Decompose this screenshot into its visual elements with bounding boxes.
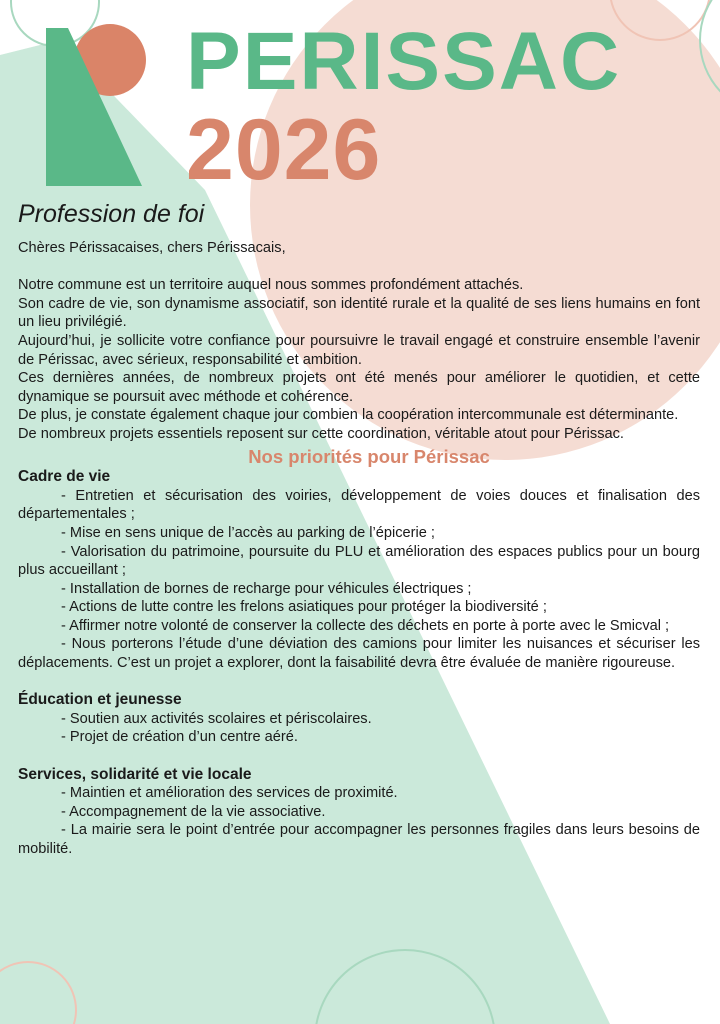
intro-paragraph: Ces dernières années, de nombreux projets ont été menés pour améliorer le quotidien, et cette dynamique se poursuit avec méthode et cohérence. [18, 370, 700, 405]
list-item: - Actions de lutte contre les frelons asiatiques pour protéger la biodiversité ; [61, 599, 547, 616]
list-item: - Nous porterons l’étude d’une déviation des camions pour limiter les nuisances et sécuriser les déplacements. C’est un projet a explorer, dont la faisabilité devra être évaluée de manière rigoureuse. [18, 636, 700, 672]
list-item: - Soutien aux activités scolaires et périscolaires. [61, 710, 372, 727]
list-item: - Mise en sens unique de l’accès au parking de l’épicerie ; [61, 524, 435, 541]
intro-paragraph: De plus, je constate également chaque jour combien la coopération intercommunale est déterminante. [18, 407, 679, 424]
title-year: 2026 [186, 102, 382, 198]
greeting: Chères Périssacaises, chers Périssacais, [18, 240, 286, 256]
list-item: - Installation de bornes de recharge pour véhicules électriques ; [61, 580, 472, 597]
list-item: - La mairie sera le point d’entrée pour accompagner les personnes fragiles dans leurs besoins de mobilité. [18, 822, 700, 857]
section-title-cadre-de-vie: Cadre de vie [18, 468, 111, 486]
list-item: - Entretien et sécurisation des voiries, développement de voies douces et finalisation des départementales ; [18, 487, 700, 523]
intro-paragraph: De nombreux projets essentiels reposent sur cette coordination, véritable atout pour Périssac. [18, 425, 624, 442]
section-title-services: Services, solidarité et vie locale [18, 765, 252, 783]
section-title-education: Éducation et jeunesse [18, 691, 182, 709]
priorities-heading: Nos priorités pour Périssac [248, 445, 490, 467]
list-item: - Maintien et amélioration des services de proximité. [61, 785, 398, 802]
intro-paragraph: Notre commune est un territoire auquel nous sommes profondément attachés. [18, 277, 524, 294]
letter-content [18, 239, 700, 859]
intro-paragraph: Son cadre de vie, son dynamisme associatif, son identité rurale et la qualité de ses liens humains en font un lieu privilégié. [18, 295, 700, 331]
list-item: - Valorisation du patrimoine, poursuite du PLU et amélioration des espaces publics pour un bourg plus accueillant ; [18, 543, 700, 579]
page-subtitle: Profession de foi [18, 200, 205, 228]
title-perissac: PERISSAC [186, 16, 622, 107]
list-item: - Accompagnement de la vie associative. [61, 803, 326, 820]
list-item: - Projet de création d’un centre aéré. [61, 729, 298, 746]
list-item: - Affirmer notre volonté de conserver la collecte des déchets en porte à porte avec le Smicval ; [61, 617, 670, 634]
intro-paragraph: Aujourd’hui, je sollicite votre confiance pour poursuivre le travail engagé et construire ensemble l’avenir de Périssac, avec sérieux, responsabilité et ambition. [18, 332, 700, 368]
